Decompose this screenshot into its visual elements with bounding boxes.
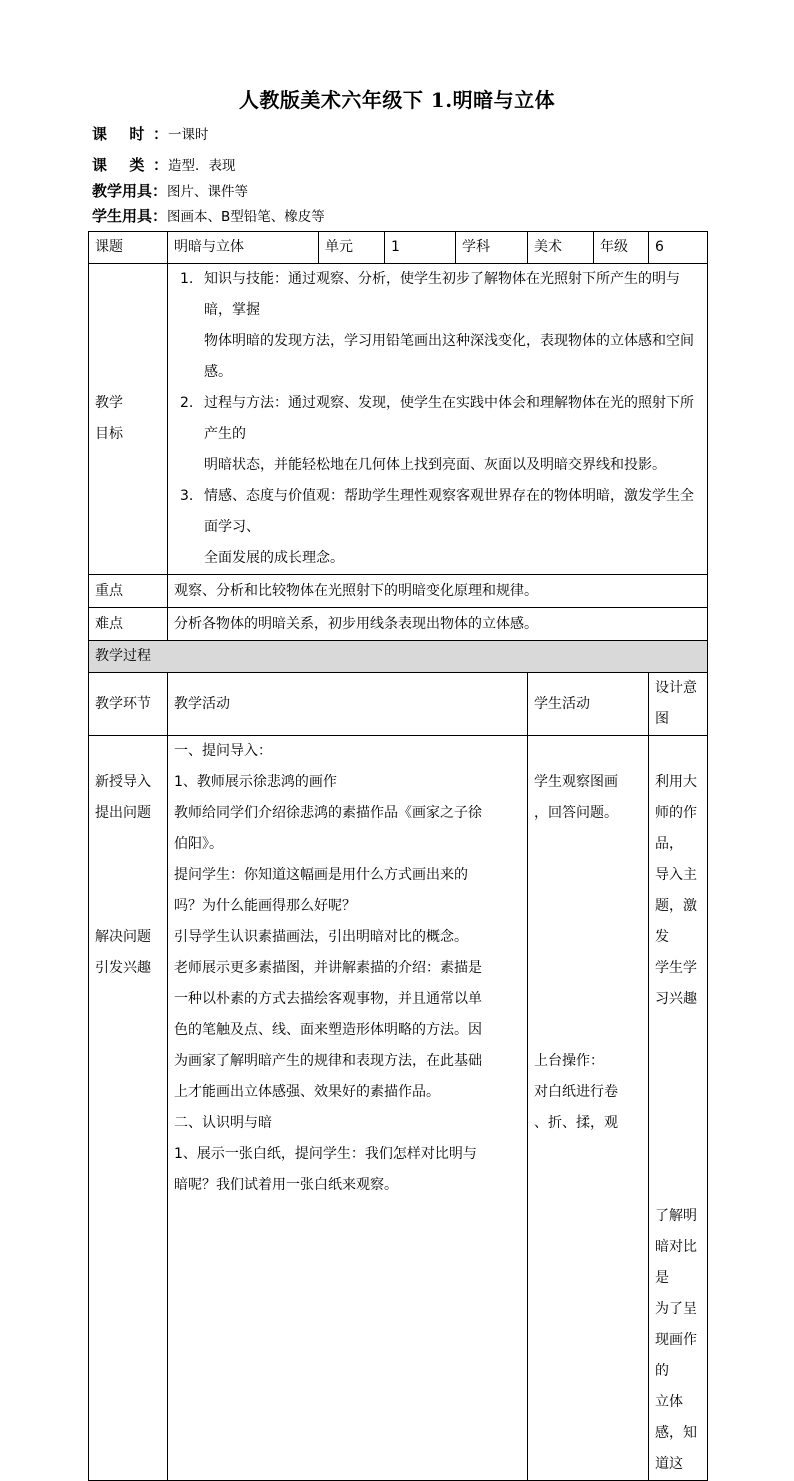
- objective-item: 2. 过程与方法：通过观察、发现，使学生在实践中体会和理解物体在光的照射下所产生的 明暗状态，并能轻松地在几何体上找到亮面、灰面以及明暗交界线和投影。: [180, 395, 694, 473]
- lesson-plan-table: [88, 231, 708, 1481]
- student-activity-cell: 学生观察图画 ，回答问题。 上台操作： 对白纸进行卷 、折、揉，观: [528, 736, 649, 1481]
- objectives-row: [89, 264, 708, 575]
- meta-student-tools: [92, 205, 325, 227]
- meta-key: 学生用具：: [92, 207, 168, 225]
- teacher-activity-cell: 一、提问导入： 1、教师展示徐悲鸿的画作 教师给同学们介绍徐悲鸿的素描作品《画家之子徐 伯阳》。 提问学生：你知道这幅画是用什么方式画出来的 吗？为什么能画得那么好呢？ 引导学生认识素描画法，引出明暗对比的概念。 老师展示更多素描图，并讲解素描的介绍：素描是 一种以朴素的方式去描绘客观事物，并且通常以单 色的笔触及点、线、面来塑造形体明略的方法。因 为画家了解明暗产生的规律和表现方法，在此基础 上才能画出立体感强、效果好的素描作品。 二、认识明与暗 1、展示一张白纸，提问学生：我们怎样对比明与 暗呢？我们试着用一张白纸来观察。: [168, 736, 528, 1481]
- unit-value: 1: [385, 232, 456, 264]
- objectives-content: [168, 264, 708, 575]
- difficulty-label: 难点: [89, 608, 168, 641]
- process-section-header: 教学过程: [89, 641, 708, 673]
- meta-key: 课 时：: [92, 125, 168, 143]
- grade-label: 年级: [594, 232, 649, 264]
- meta-value: 图片、课件等: [167, 184, 249, 200]
- meta-value: 一课时: [168, 127, 209, 143]
- difficulty-row: [89, 608, 708, 641]
- column-header-intent: 设计意图: [649, 673, 708, 736]
- column-header-stage: 教学环节: [89, 673, 168, 736]
- process-content-row: [89, 736, 708, 1481]
- design-intent-cell: 利用大师的作品， 导入主题，激发 学生学习兴趣 了解明暗对比是 为了呈现画作的 立体感，知道这: [649, 736, 708, 1481]
- meta-value: 图画本、B型铅笔、橡皮等: [167, 209, 325, 225]
- column-header-student: 学生活动: [528, 673, 649, 736]
- objectives-label: 教学 目标: [89, 264, 168, 575]
- column-header-teacher: 教学活动: [168, 673, 528, 736]
- document-title: 人教版美术六年级下 1.明暗与立体: [238, 88, 556, 112]
- key-point-row: [89, 575, 708, 608]
- process-section-row: [89, 641, 708, 673]
- topic-value: 明暗与立体: [168, 232, 319, 264]
- subject-label: 学科: [456, 232, 528, 264]
- process-columns-row: [89, 673, 708, 736]
- topic-label: 课题: [89, 232, 168, 264]
- difficulty-text: 分析各物体的明暗关系，初步用线条表现出物体的立体感。: [168, 608, 708, 641]
- meta-value: 造型．表现: [168, 158, 236, 174]
- meta-key: 教学用具：: [92, 182, 168, 200]
- meta-class-type: [92, 154, 236, 176]
- key-point-text: 观察、分析和比较物体在光照射下的明暗变化原理和规律。: [168, 575, 708, 608]
- unit-label: 单元: [319, 232, 385, 264]
- objective-item: 1. 知识与技能：通过观察、分析，使学生初步了解物体在光照射下所产生的明与暗，掌握 物体明暗的发现方法，学习用铅笔画出这种深浅变化，表现物体的立体感和空间感。: [180, 271, 694, 380]
- objective-item: 3. 情感、态度与价值观：帮助学生理性观察客观世界存在的物体明暗，激发学生全面学习、 全面发展的成长理念。: [180, 488, 694, 566]
- stage-cell: 新授导入 提出问题 解决问题 引发兴趣: [89, 736, 168, 1481]
- meta-class-hours: [92, 123, 209, 145]
- meta-teaching-tools: [92, 180, 248, 202]
- header-row: [89, 232, 708, 264]
- meta-key: 课 类：: [92, 156, 168, 174]
- key-point-label: 重点: [89, 575, 168, 608]
- subject-value: 美术: [528, 232, 594, 264]
- grade-value: 6: [649, 232, 708, 264]
